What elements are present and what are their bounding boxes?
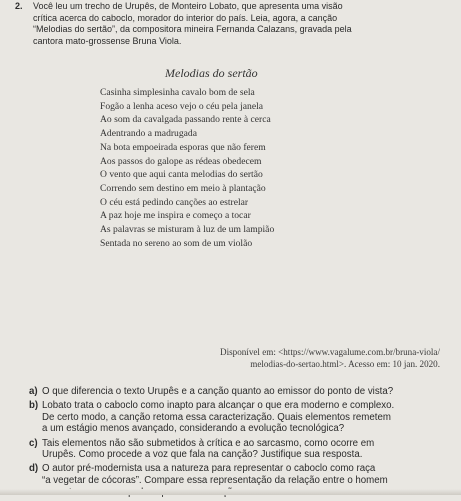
item-c xyxy=(31,438,456,461)
item-text: Urupês. Como procede a voz que fala na canção? Justifique sua resposta. xyxy=(42,449,363,461)
verse-list xyxy=(100,86,440,250)
verse-line: Casinha simplesinha cavalo bom de sela xyxy=(100,87,255,98)
item-text: O autor pré-modernista usa a natureza para representar o caboclo como raça xyxy=(42,463,376,475)
verse-line: Correndo sem destino em meio à plantação xyxy=(100,182,266,194)
item-text: Lobato trata o caboclo como inapto para alcançar o que era moderno e complexo. xyxy=(42,400,395,412)
source-line: Disponível em: <https://www.vagalume.com.br/bruna-viola/ xyxy=(220,347,440,357)
item-text: O que diferencia o texto Urupês e a canção quanto ao emissor do ponto de vista? xyxy=(42,386,394,397)
question-number: 2. xyxy=(15,1,23,11)
item-letter: c) xyxy=(29,437,38,449)
verse-line: Ao som da cavalgada passando rente à cerca xyxy=(100,114,271,126)
intro-line: Você leu um trecho de Urupês, de Monteiro Lobato, que apresenta uma visão xyxy=(33,1,343,11)
verse-line: Na bota empoeirada esporas que não ferem xyxy=(100,141,266,153)
item-letter: a) xyxy=(29,386,38,397)
verse-line: Fogão a lenha aceso vejo o céu pela janela xyxy=(100,100,264,112)
question-items xyxy=(31,386,456,501)
item-a xyxy=(31,386,456,398)
source-citation xyxy=(150,347,440,370)
intro-line: cantora mato-grossense Bruna Viola. xyxy=(33,35,182,46)
intro-line: “Melodias do sertão”, da compositora mineira Fernanda Calazans, gravada pela xyxy=(33,24,352,34)
song-lyrics xyxy=(100,66,440,250)
item-text: “a vegetar de cócoras”. Compare essa representação da relação entre o homem xyxy=(42,474,388,486)
source-line: melodias-do-sertao.html>. Acesso em: 10 jan. 2020. xyxy=(250,358,440,369)
item-letter: b) xyxy=(29,400,39,412)
item-text: a um estágio menos avançado, considerando a evolução tecnológica? xyxy=(42,423,345,435)
item-text: De certo modo, a canção retoma essa caracterização. Quais elementos remetem xyxy=(42,411,391,423)
verse-line: Aos passos do galope as rédeas obedecem xyxy=(100,155,262,167)
verse-line: A paz hoje me inspira e começo a tocar xyxy=(100,210,251,222)
question-intro xyxy=(15,1,453,47)
verse-line: Adentrando a madrugada xyxy=(100,128,197,140)
item-letter: d) xyxy=(29,463,39,475)
verse-line: O céu está pedindo canções ao estrelar xyxy=(100,196,249,208)
page-bottom-shadow xyxy=(0,489,461,495)
verse-line: As palavras se misturam à luz de um lampião xyxy=(100,224,275,236)
intro-line: crítica acerca do caboclo, morador do interior do país. Leia, agora, a canção xyxy=(33,12,338,23)
item-text: Tais elementos não são submetidos à crítica e ao sarcasmo, como ocorre em xyxy=(42,437,375,449)
verse-line: O vento que aqui canta melodias do sertão xyxy=(100,169,263,181)
item-b xyxy=(31,400,456,435)
song-title: Melodias do sertão xyxy=(165,66,258,80)
verse-line: Sentada no sereno ao som de um violão xyxy=(100,237,253,249)
